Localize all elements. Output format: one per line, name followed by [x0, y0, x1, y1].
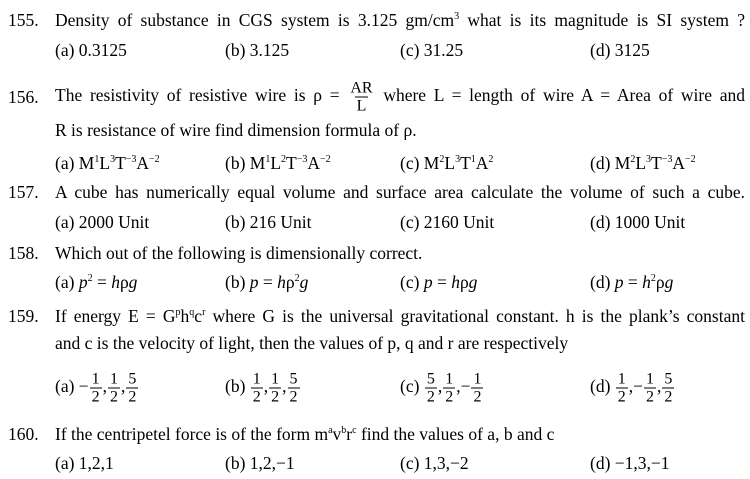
text-run: L	[270, 153, 282, 173]
denominator: 2	[664, 388, 673, 406]
numerator: 5	[128, 370, 137, 388]
answer-option-b[interactable]	[225, 212, 312, 232]
superscript: −3	[125, 154, 137, 165]
question-number: 155.	[8, 10, 39, 30]
answer-option-d[interactable]	[590, 453, 670, 473]
text-run: =	[432, 272, 452, 292]
fraction	[108, 371, 120, 406]
numerator: 1	[110, 370, 119, 388]
superscript: 2	[294, 273, 300, 284]
question-text	[55, 182, 745, 202]
denominator: 2	[289, 388, 298, 406]
text-run: (b)	[225, 376, 250, 397]
text-run: (a)	[55, 272, 79, 292]
math-variable: h	[451, 272, 460, 292]
text-run: (a) M	[55, 153, 95, 173]
superscript: −3	[661, 154, 673, 165]
numerator: 1	[617, 370, 626, 388]
superscript: 3	[455, 154, 461, 165]
denominator: 2	[426, 388, 435, 406]
math-variable: p	[614, 272, 624, 292]
text-run: ,	[263, 376, 269, 397]
text-run: where L = length of wire A = Area of wire and	[375, 85, 746, 106]
answer-option-d[interactable]	[590, 371, 675, 406]
answer-option-d[interactable]	[590, 212, 685, 232]
text-run: where G is the universal gravitational constant. h is the plank’s constant	[205, 306, 745, 326]
answer-option-c[interactable]	[400, 153, 493, 173]
superscript: 1	[94, 154, 100, 165]
text-run: v	[332, 424, 342, 444]
answer-option-b[interactable]	[225, 453, 295, 473]
question-number: 156.	[8, 87, 39, 107]
fraction	[288, 371, 300, 406]
superscript: 2	[87, 273, 93, 284]
text-run: L	[635, 153, 647, 173]
text-run: T	[651, 153, 662, 173]
math-variable: g	[468, 272, 478, 292]
answer-option-b[interactable]	[225, 371, 301, 406]
answer-option-c[interactable]	[400, 272, 477, 292]
text-run: ,	[657, 376, 662, 397]
text-run: ρ	[459, 272, 469, 292]
text-run: (a) 1,2,1	[55, 453, 114, 473]
text-run: ,−	[628, 376, 644, 397]
text-run: (d) 1000 Unit	[590, 212, 686, 232]
numerator: 5	[664, 370, 673, 388]
math-variable: g	[299, 272, 309, 292]
answer-option-d[interactable]	[590, 153, 696, 173]
question-text	[55, 333, 745, 353]
superscript: 2	[650, 273, 656, 284]
text-run: (b)	[225, 272, 250, 292]
denominator: 2	[91, 388, 100, 406]
superscript: 2	[281, 154, 287, 165]
text-run: (a) 0.3125	[55, 40, 127, 60]
text-run: Density of substance in CGS system is 3.125	[55, 10, 406, 30]
question-text	[55, 80, 745, 115]
fraction	[616, 371, 628, 406]
text-run: (c)	[400, 376, 424, 397]
fraction	[662, 371, 674, 406]
numerator: AR	[350, 79, 373, 97]
text-run: Which out of the following is dimensionally correct.	[55, 243, 423, 263]
answer-option-a[interactable]	[55, 153, 160, 173]
question-number: 160.	[8, 424, 39, 444]
question-text	[55, 243, 745, 263]
text-run: (b) 3.125	[225, 40, 290, 60]
text-run: (b) 216 Unit	[225, 212, 312, 232]
text-run: (d)	[590, 376, 615, 397]
superscript: a	[328, 425, 333, 436]
question-number: 159.	[8, 306, 39, 326]
fraction	[644, 371, 656, 406]
text-run: ρ	[119, 272, 129, 292]
math-variable: g	[664, 272, 674, 292]
text-run: ,	[437, 376, 443, 397]
fraction	[348, 80, 374, 115]
text-run: A cube has numerically equal volume and surface area calculate the volume of such a cube.	[55, 182, 745, 202]
text-run: (d) −1,3,−1	[590, 453, 670, 473]
answer-option-b[interactable]	[225, 272, 308, 292]
numerator: 1	[91, 370, 100, 388]
superscript: 3	[454, 11, 460, 22]
text-run: c	[194, 306, 203, 326]
text-run: =	[92, 272, 112, 292]
superscript: −2	[685, 154, 696, 165]
text-run: (a) −	[55, 376, 89, 397]
superscript: 1	[470, 154, 476, 165]
math-variable: g	[128, 272, 138, 292]
denominator: 2	[473, 388, 482, 406]
text-run: If the centripetel force is of the form m	[55, 424, 329, 444]
text-run: r	[346, 424, 353, 444]
text-run: (b) 1,2,−1	[225, 453, 295, 473]
text-run: and c is the velocity of light, then the values of p, q and r are respectively	[55, 333, 569, 353]
text-run: (c) 31.25	[400, 40, 464, 60]
text-run: L	[444, 153, 456, 173]
text-run: A	[307, 153, 321, 173]
denominator: 2	[110, 388, 119, 406]
text-run: (a) 2000 Unit	[55, 212, 150, 232]
text-run: (c) 1,3,−2	[400, 453, 469, 473]
fraction	[443, 371, 455, 406]
numerator: 1	[271, 370, 280, 388]
answer-option-d[interactable]	[590, 40, 650, 60]
question-number: 157.	[8, 182, 39, 202]
answer-option-c[interactable]	[400, 212, 494, 232]
numerator: 5	[426, 370, 435, 388]
math-variable: h	[111, 272, 120, 292]
superscript: c	[352, 425, 357, 436]
denominator: 2	[271, 388, 280, 406]
superscript: p	[175, 307, 181, 318]
math-variable: h	[277, 272, 286, 292]
answer-option-a[interactable]	[55, 371, 139, 406]
text-run: (d) 3125	[590, 40, 650, 60]
question-text	[55, 306, 745, 326]
numerator: 1	[646, 370, 655, 388]
text-run: =	[623, 272, 643, 292]
superscript: 2	[488, 154, 494, 165]
answer-option-c[interactable]	[400, 40, 463, 60]
denominator: 2	[445, 388, 454, 406]
answer-option-a[interactable]	[55, 453, 114, 473]
text-run: (d)	[590, 272, 615, 292]
text-run: T	[460, 153, 471, 173]
math-variable: p	[423, 272, 433, 292]
answer-option-d[interactable]	[590, 272, 673, 292]
numerator: 1	[252, 370, 261, 388]
text-run: R is resistance of wire find dimension formula of ρ.	[55, 120, 417, 140]
text-run: what is its magnitude is SI system ?	[459, 10, 745, 30]
fraction	[126, 371, 138, 406]
math-variable: p	[78, 272, 88, 292]
text-run: ,	[102, 376, 108, 397]
text-run: T	[115, 153, 126, 173]
numerator: 1	[445, 370, 454, 388]
math-variable: h	[642, 272, 651, 292]
superscript: −2	[149, 154, 160, 165]
superscript: 3	[646, 154, 652, 165]
fraction	[425, 371, 437, 406]
answer-option-b[interactable]	[225, 40, 289, 60]
denominator: L	[356, 97, 367, 115]
text-run: find the values of a, b and c	[356, 424, 555, 444]
text-run: A	[672, 153, 686, 173]
text-run: A	[136, 153, 150, 173]
denominator: 2	[646, 388, 655, 406]
superscript: −2	[320, 154, 331, 165]
superscript: 3	[110, 154, 116, 165]
answer-option-a[interactable]	[55, 40, 127, 60]
question-text	[55, 424, 745, 444]
text-run: h	[180, 306, 190, 326]
text-run: ρ	[285, 272, 295, 292]
fraction	[269, 371, 281, 406]
text-run: L	[99, 153, 111, 173]
numerator: 5	[289, 370, 298, 388]
text-run: If energy E = G	[55, 306, 176, 326]
text-run: (c) M	[400, 153, 440, 173]
fraction	[90, 371, 102, 406]
fraction	[471, 371, 483, 406]
math-variable: p	[249, 272, 259, 292]
question-text	[55, 120, 745, 140]
superscript: 2	[439, 154, 445, 165]
superscript: q	[189, 307, 195, 318]
denominator: 2	[252, 388, 261, 406]
text-run: (c) 2160 Unit	[400, 212, 495, 232]
superscript: b	[341, 425, 347, 436]
answer-option-b[interactable]	[225, 153, 331, 173]
text-run: A	[475, 153, 489, 173]
superscript: r	[202, 307, 206, 318]
superscript: 1	[265, 154, 271, 165]
denominator: 2	[128, 388, 137, 406]
question-number: 158.	[8, 243, 39, 263]
text-run: ρ	[655, 272, 665, 292]
text-run: (c)	[400, 272, 424, 292]
answer-option-c[interactable]	[400, 371, 484, 406]
text-run: ,	[121, 376, 126, 397]
text-run: The resistivity of resistive wire is ρ =	[55, 85, 348, 106]
answer-option-a[interactable]	[55, 272, 137, 292]
denominator: 2	[617, 388, 626, 406]
text-run: T	[286, 153, 297, 173]
fraction	[251, 371, 263, 406]
question-text	[55, 10, 745, 30]
text-run: (b) M	[225, 153, 266, 173]
superscript: −3	[296, 154, 308, 165]
text-run: ,−	[456, 376, 471, 397]
answer-option-c[interactable]	[400, 453, 469, 473]
text-run: =	[258, 272, 278, 292]
text-run: ,	[282, 376, 287, 397]
text-run: gm/cm	[405, 10, 455, 30]
superscript: 2	[630, 154, 636, 165]
numerator: 1	[473, 370, 482, 388]
text-run: (d) M	[590, 153, 631, 173]
answer-option-a[interactable]	[55, 212, 149, 232]
